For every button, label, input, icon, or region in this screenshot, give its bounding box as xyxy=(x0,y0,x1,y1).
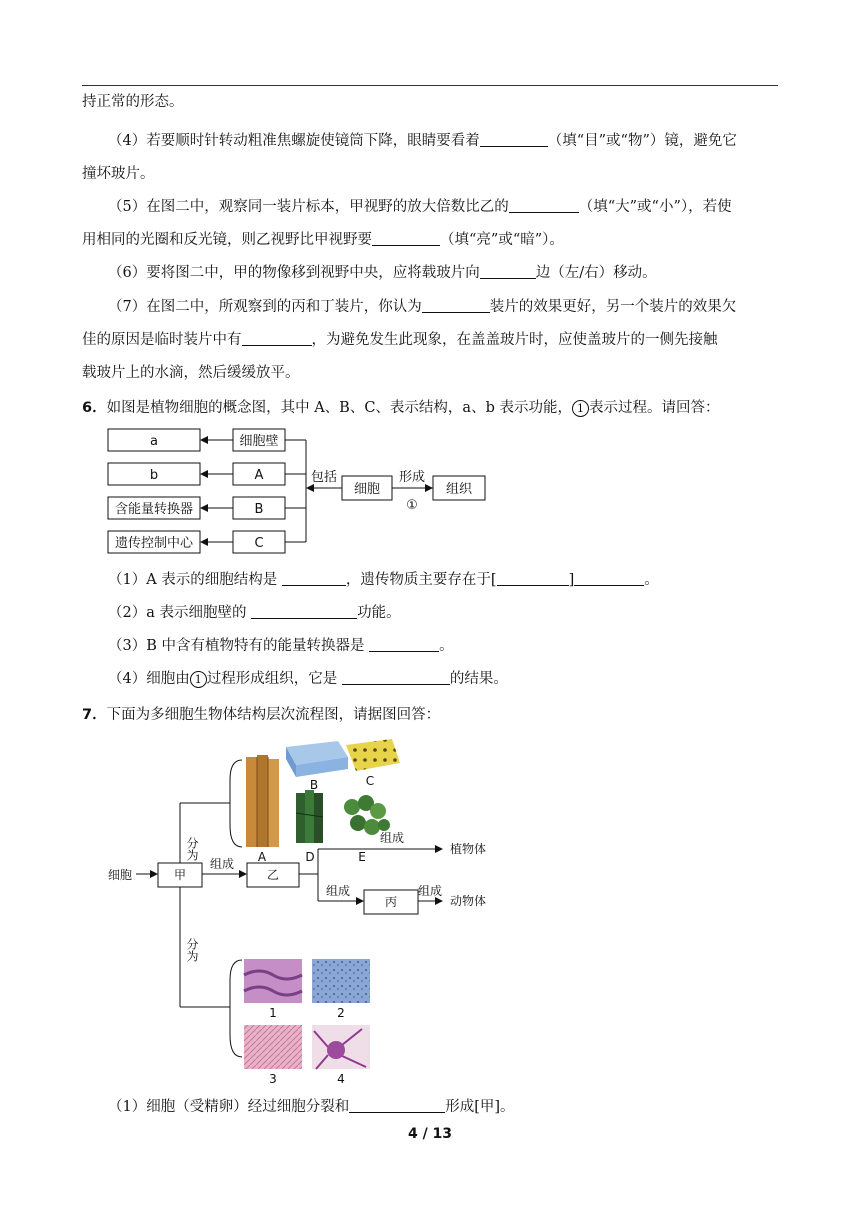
cell-label: 细胞 xyxy=(107,868,133,882)
page-number: 4 / 13 xyxy=(407,1126,453,1142)
tissue-label-2: 2 xyxy=(337,1006,345,1020)
answer-blank[interactable] xyxy=(497,570,569,586)
answer-blank[interactable] xyxy=(242,330,312,346)
include-label: 包括 xyxy=(310,470,338,485)
answer-blank[interactable] xyxy=(251,603,357,619)
structure-c-label: C xyxy=(254,536,264,551)
answer-blank[interactable] xyxy=(282,570,346,586)
q6-sub-2: （2）a 表示细胞壁的 功能。 xyxy=(108,605,401,621)
structure-a-label: A xyxy=(254,468,264,483)
animal-label: 动物体 xyxy=(449,894,487,908)
tissue-label-e: E xyxy=(358,850,366,864)
compose-label: 组成 xyxy=(325,884,351,898)
tissue-label-b: B xyxy=(309,778,319,792)
tissue-image-1 xyxy=(244,959,302,1003)
tissue-image-4 xyxy=(312,1025,370,1069)
process-label: ① xyxy=(406,498,418,513)
function-a-label: a xyxy=(150,434,158,449)
tissue-image-d xyxy=(296,790,323,843)
compose-label: 组成 xyxy=(379,831,405,845)
form-label: 形成 xyxy=(398,470,426,485)
text-line: 佳的原因是临时装片中有 ，为避免发生此现象，在盖盖玻片时，应使盖玻片的一侧先接触 xyxy=(82,332,718,348)
q6-sub-3: （3）B 中含有植物特有的能量转换器是 。 xyxy=(108,638,454,654)
yi-label: 乙 xyxy=(266,868,280,882)
text-line: 用相同的光圈和反光镜，则乙视野比甲视野要 （填“亮”或“暗”）。 xyxy=(82,232,564,248)
answer-blank[interactable] xyxy=(574,570,644,586)
tissue-image-c xyxy=(346,739,400,771)
answer-blank[interactable] xyxy=(480,263,536,279)
cell-label: 细胞 xyxy=(353,482,381,497)
answer-blank[interactable] xyxy=(369,636,439,652)
plant-tissue-images xyxy=(246,739,400,847)
q7-sub-1: （1）细胞（受精卵）经过细胞分裂和 形成[甲]。 xyxy=(108,1099,515,1115)
genetic-center-label: 遗传控制中心 xyxy=(114,536,194,551)
tissue-label-c: C xyxy=(365,774,375,788)
tissue-image-3 xyxy=(244,1025,302,1069)
compose-label: 组成 xyxy=(209,857,235,871)
question-7-stem: 7．下面为多细胞生物体结构层次流程图，请据图回答： xyxy=(82,707,441,723)
structure-level-flowchart xyxy=(100,735,500,1090)
question-6-stem: 6．如图是植物细胞的概念图，其中 A、B、C、表示结构，a、b 表示功能， 1 表示过程。请回答： xyxy=(82,400,720,416)
animal-tissue-images xyxy=(244,959,370,1069)
question-6-sub: （6）要将图二中，甲的物像移到视野中央，应将载玻片向 边（左/右）移动。 xyxy=(108,265,657,281)
text-line: 撞坏玻片。 xyxy=(82,166,155,182)
structure-b-label: B xyxy=(254,502,264,517)
answer-blank[interactable] xyxy=(372,230,440,246)
jia-label: 甲 xyxy=(173,868,187,882)
tissue-label-4: 4 xyxy=(337,1072,345,1086)
header-rule xyxy=(82,85,778,86)
plant-label: 植物体 xyxy=(449,842,487,856)
energy-converter-label: 含能量转换器 xyxy=(114,502,194,517)
tissue-image-e xyxy=(344,795,390,835)
question-4: （4）若要顺时针转动粗准焦螺旋使镜筒下降，眼睛要看着 （填“目”或“物”）镜，避免它 xyxy=(108,133,737,149)
tissue-label-1: 1 xyxy=(269,1006,277,1020)
tissue-label-3: 3 xyxy=(269,1072,277,1086)
tissue-label-d: D xyxy=(305,850,315,864)
tissue-image-a xyxy=(246,755,279,847)
function-b-label: b xyxy=(149,468,159,483)
answer-blank[interactable] xyxy=(342,669,450,685)
circled-number: 1 xyxy=(572,400,589,417)
divide-label: 分为 xyxy=(185,938,199,962)
answer-blank[interactable] xyxy=(349,1097,445,1113)
circled-number: 1 xyxy=(190,671,207,688)
answer-blank[interactable] xyxy=(480,131,548,147)
answer-blank[interactable] xyxy=(422,297,490,313)
q6-sub-1: （1）A 表示的细胞结构是 ，遗传物质主要存在于[ ] 。 xyxy=(108,572,659,588)
cell-wall-label: 细胞壁 xyxy=(239,434,279,449)
tissue-label: 组织 xyxy=(445,482,473,497)
answer-blank[interactable] xyxy=(509,197,579,213)
tissue-image-2 xyxy=(312,959,370,1003)
compose-label: 组成 xyxy=(417,884,443,898)
divide-label: 分为 xyxy=(185,837,199,861)
question-5: （5）在图二中，观察同一装片标本，甲视野的放大倍数比乙的 （填“大”或“小”），若使 xyxy=(108,199,732,215)
plant-cell-concept-diagram xyxy=(100,425,500,560)
tissue-label-a: A xyxy=(257,850,267,864)
text-line: 载玻片上的水滴，然后缓缓放平。 xyxy=(82,365,300,381)
text-line: 持正常的形态。 xyxy=(82,94,184,110)
tissue-image-b xyxy=(286,741,348,777)
q6-sub-4: （4）细胞由 1 过程形成组织，它是 的结果。 xyxy=(108,671,508,687)
question-7-sub: （7）在图二中，所观察到的丙和丁装片，你认为 装片的效果更好，另一个装片的效果欠 xyxy=(108,299,737,315)
bing-label: 丙 xyxy=(384,895,398,909)
